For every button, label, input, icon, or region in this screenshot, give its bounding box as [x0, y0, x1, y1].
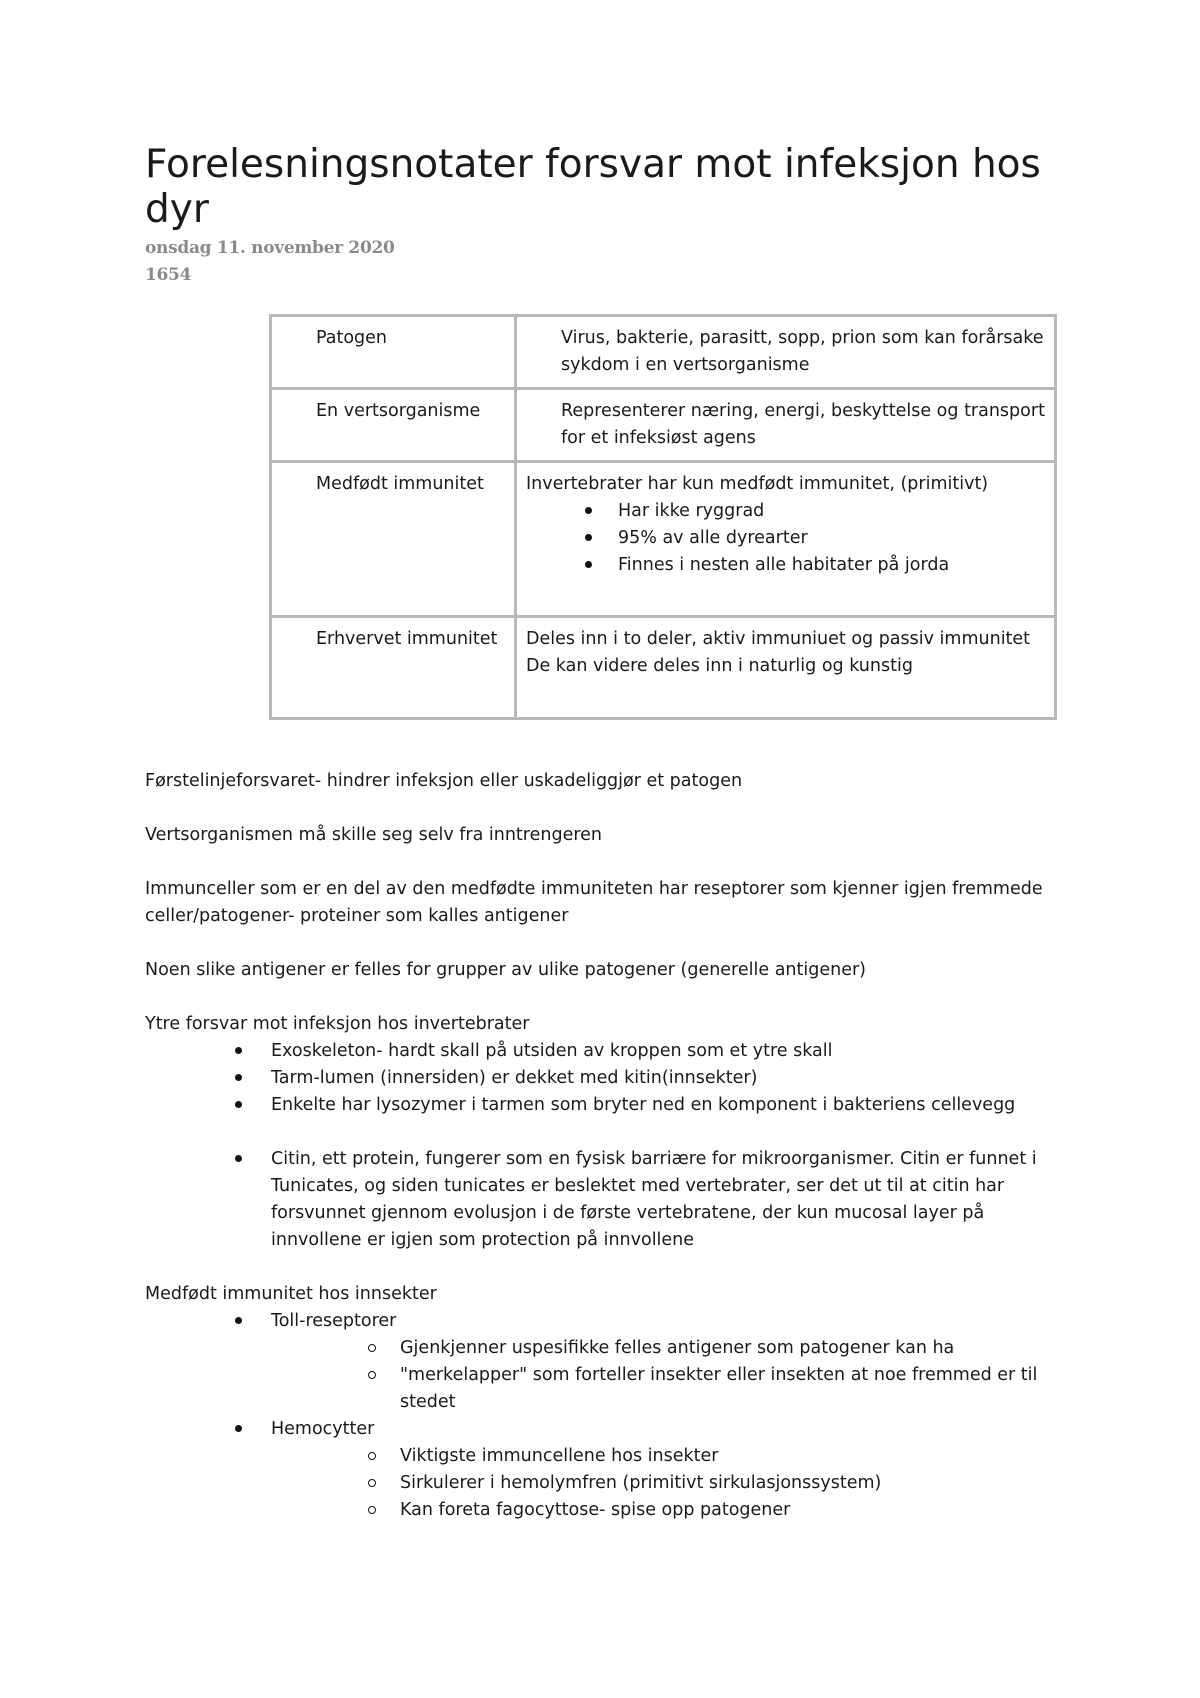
table-cell-label: Medfødt immunitet: [271, 462, 516, 617]
note-time: 1654: [145, 265, 192, 285]
bullet-list: [145, 1038, 1065, 1254]
sub-list-item: "merkelapper" som forteller insekter eller insekten at noe fremmed er til stedet: [400, 1362, 1065, 1416]
table-bullet-list: [526, 498, 1046, 579]
table-cell-text: Invertebrater har kun medfødt immunitet, (primitivt): [526, 474, 989, 494]
sub-list-item: Sirkulerer i hemolymfren (primitivt sirkulasjonssystem): [400, 1470, 1065, 1497]
table-row: [271, 617, 1056, 719]
list-item: Exoskeleton- hardt skall på utsiden av kroppen som et ytre skall: [271, 1038, 1065, 1065]
definitions-table: [269, 314, 1057, 720]
sub-list-item: Kan foreta fagocyttose- spise opp patogener: [400, 1497, 1065, 1524]
table-cell-label: Patogen: [271, 316, 516, 389]
sub-list-item: Gjenkjenner uspesifikke felles antigener som patogener kan ha: [400, 1335, 1065, 1362]
list-item: [271, 1416, 1065, 1524]
table-cell-line: Deles inn i to deler, aktiv immuniuet og passiv immunitet: [526, 629, 1031, 649]
table-cell-value: [516, 462, 1056, 617]
note-date: onsdag 11. november 2020: [145, 238, 395, 258]
list-item: Har ikke ryggrad: [618, 498, 1046, 525]
section-heading: Medfødt immunitet hos innsekter: [145, 1284, 437, 1304]
paragraph: Vertsorganismen må skille seg selv fra inntrengeren: [145, 825, 602, 845]
paragraph: Noen slike antigener er felles for grupper av ulike patogener (generelle antigener): [145, 960, 866, 980]
paragraph: Immunceller som er en del av den medfødte immuniteten har reseptorer som kjenner igjen fremmede celler/patogener- proteiner som kalles antigener: [145, 879, 1043, 926]
table-cell-label: En vertsorganisme: [271, 389, 516, 462]
spacer: [145, 1254, 1065, 1281]
sub-bullet-list: [271, 1335, 1065, 1416]
list-item: Tarm-lumen (innersiden) er dekket med kitin(innsekter): [271, 1065, 1065, 1092]
bullet-list: [145, 1308, 1065, 1524]
table-cell-label: Erhvervet immunitet: [271, 617, 516, 719]
list-item-label: Toll-reseptorer: [271, 1311, 397, 1331]
notes-body: [145, 768, 1065, 1524]
table-cell-value: [516, 617, 1056, 719]
paragraph: Førstelinjeforsvaret- hindrer infeksjon eller uskadeliggjør et patogen: [145, 771, 743, 791]
list-item: [271, 1308, 1065, 1416]
list-item: 95% av alle dyrearter: [618, 525, 1046, 552]
list-item: Citin, ett protein, fungerer som en fysisk barriære for mikroorganismer. Citin er funnet i Tunicates, og siden tunicates er beslektet med vertebrater, ser det ut til at citin har forsvunnet gjennom evolusjon i de første vertebratene, der kun mucosal layer på innvollene er igjen som protection på innvollene: [271, 1146, 1065, 1254]
table-cell-value: Virus, bakterie, parasitt, sopp, prion som kan forårsake sykdom i en vertsorganisme: [516, 316, 1056, 389]
table-row: [271, 462, 1056, 617]
page-title: Forelesningsnotater forsvar mot infeksjon hos dyr: [145, 142, 1041, 232]
sub-bullet-list: [271, 1443, 1065, 1524]
list-item: Enkelte har lysozymer i tarmen som bryter ned en komponent i bakteriens cellevegg: [271, 1092, 1065, 1119]
table-cell-value: Representerer næring, energi, beskyttelse og transport for et infeksiøst agens: [516, 389, 1056, 462]
section-heading: Ytre forsvar mot infeksjon hos invertebrater: [145, 1014, 530, 1034]
table-row: [271, 316, 1056, 389]
list-item-label: Hemocytter: [271, 1419, 375, 1439]
table-row: [271, 389, 1056, 462]
sub-list-item: Viktigste immuncellene hos insekter: [400, 1443, 1065, 1470]
list-item: Finnes i nesten alle habitater på jorda: [618, 552, 1046, 579]
table-cell-line: De kan videre deles inn i naturlig og kunstig: [526, 656, 913, 676]
